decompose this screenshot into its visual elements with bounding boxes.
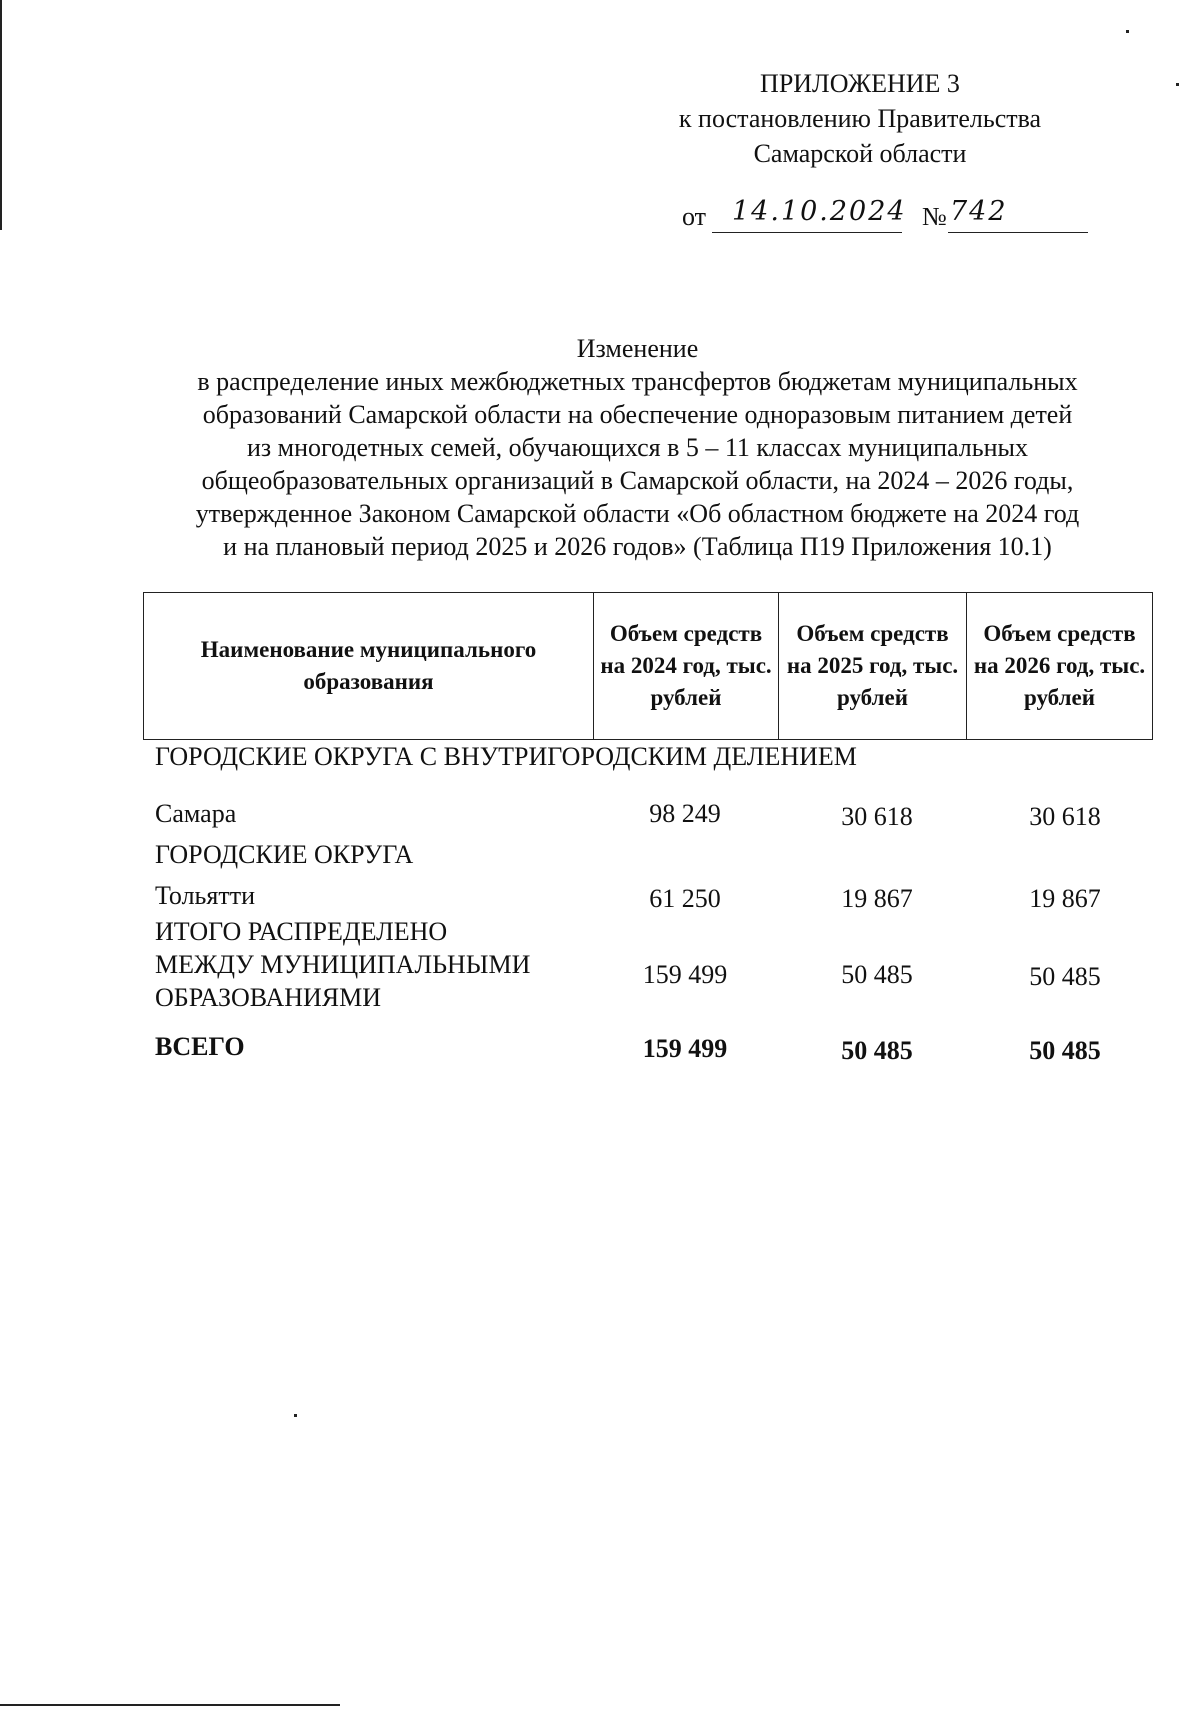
resolution-number: 742 [950, 196, 1008, 227]
value-2026: 19 867 [1029, 884, 1101, 913]
value-2024: 98 249 [649, 799, 721, 828]
value-2024: 61 250 [649, 884, 721, 913]
header-2026: Объем средств на 2026 год, тыс. рублей [966, 593, 1153, 739]
scan-dot [1126, 30, 1129, 33]
row-name: Тольятти [155, 881, 256, 910]
total-2024: 159 499 [642, 1034, 728, 1063]
header-2025: Объем средств на 2025 год, тыс. рублей [778, 593, 966, 739]
header-2024: Объем средств на 2024 год, тыс. рублей [593, 593, 778, 739]
title-line: образований Самарской области на обеспечение одноразовым питанием детей [202, 400, 1073, 429]
from-label: от [682, 202, 707, 231]
total-2025: 50 485 [841, 1036, 913, 1065]
scan-edge-mark [0, 1704, 340, 1706]
scan-dot [294, 1414, 297, 1417]
value-2026: 30 618 [1029, 802, 1101, 831]
title-line: и на плановый период 2025 и 2026 годов» (Таблица П19 Приложения 10.1) [223, 532, 1052, 561]
subtotal-2024: 159 499 [642, 960, 728, 989]
appendix-title: ПРИЛОЖЕНИЕ 3 [760, 69, 960, 98]
title-heading: Изменение [576, 334, 699, 363]
number-label: № [922, 202, 947, 231]
scan-edge-mark [0, 0, 2, 230]
subtotal-name [155, 915, 530, 1014]
number-underline [948, 232, 1088, 233]
value-2025: 19 867 [841, 884, 913, 913]
subtotal-name-line: МЕЖДУ МУНИЦИПАЛЬНЫМИ [155, 950, 531, 979]
title-line: в распределение иных межбюджетных трансфертов бюджетам муниципальных [197, 367, 1078, 396]
title-line: утвержденное Законом Самарской области «Об областном бюджете на 2024 год [195, 499, 1080, 528]
subtotal-2025: 50 485 [841, 960, 913, 989]
table-header [143, 592, 1153, 740]
subtotal-name-line: ИТОГО РАСПРЕДЕЛЕНО [155, 917, 448, 946]
document-title [60, 332, 1200, 563]
appendix-block [640, 66, 1080, 171]
section-title: ГОРОДСКИЕ ОКРУГА [155, 840, 414, 869]
resolution-date: 14.10.2024 [732, 196, 907, 227]
appendix-line-3: Самарской области [753, 139, 967, 168]
date-underline [712, 232, 902, 233]
resolution-reference [682, 196, 1092, 238]
subtotal-2026: 50 485 [1029, 962, 1101, 991]
scan-dot [1176, 83, 1179, 86]
row-name: Самара [155, 799, 237, 828]
value-2025: 30 618 [841, 802, 913, 831]
appendix-line-2: к постановлению Правительства [678, 104, 1042, 133]
title-line: из многодетных семей, обучающихся в 5 – 11 классах муниципальных [246, 433, 1028, 462]
title-line: общеобразовательных организаций в Самарской области, на 2024 – 2026 годы, [201, 466, 1074, 495]
subtotal-name-line: ОБРАЗОВАНИЯМИ [155, 983, 382, 1012]
header-municipality: Наименование муниципального образования [143, 593, 593, 739]
total-name: ВСЕГО [155, 1032, 245, 1061]
section-title: ГОРОДСКИЕ ОКРУГА С ВНУТРИГОРОДСКИМ ДЕЛЕНИЕМ [155, 742, 857, 771]
total-2026: 50 485 [1029, 1036, 1101, 1065]
